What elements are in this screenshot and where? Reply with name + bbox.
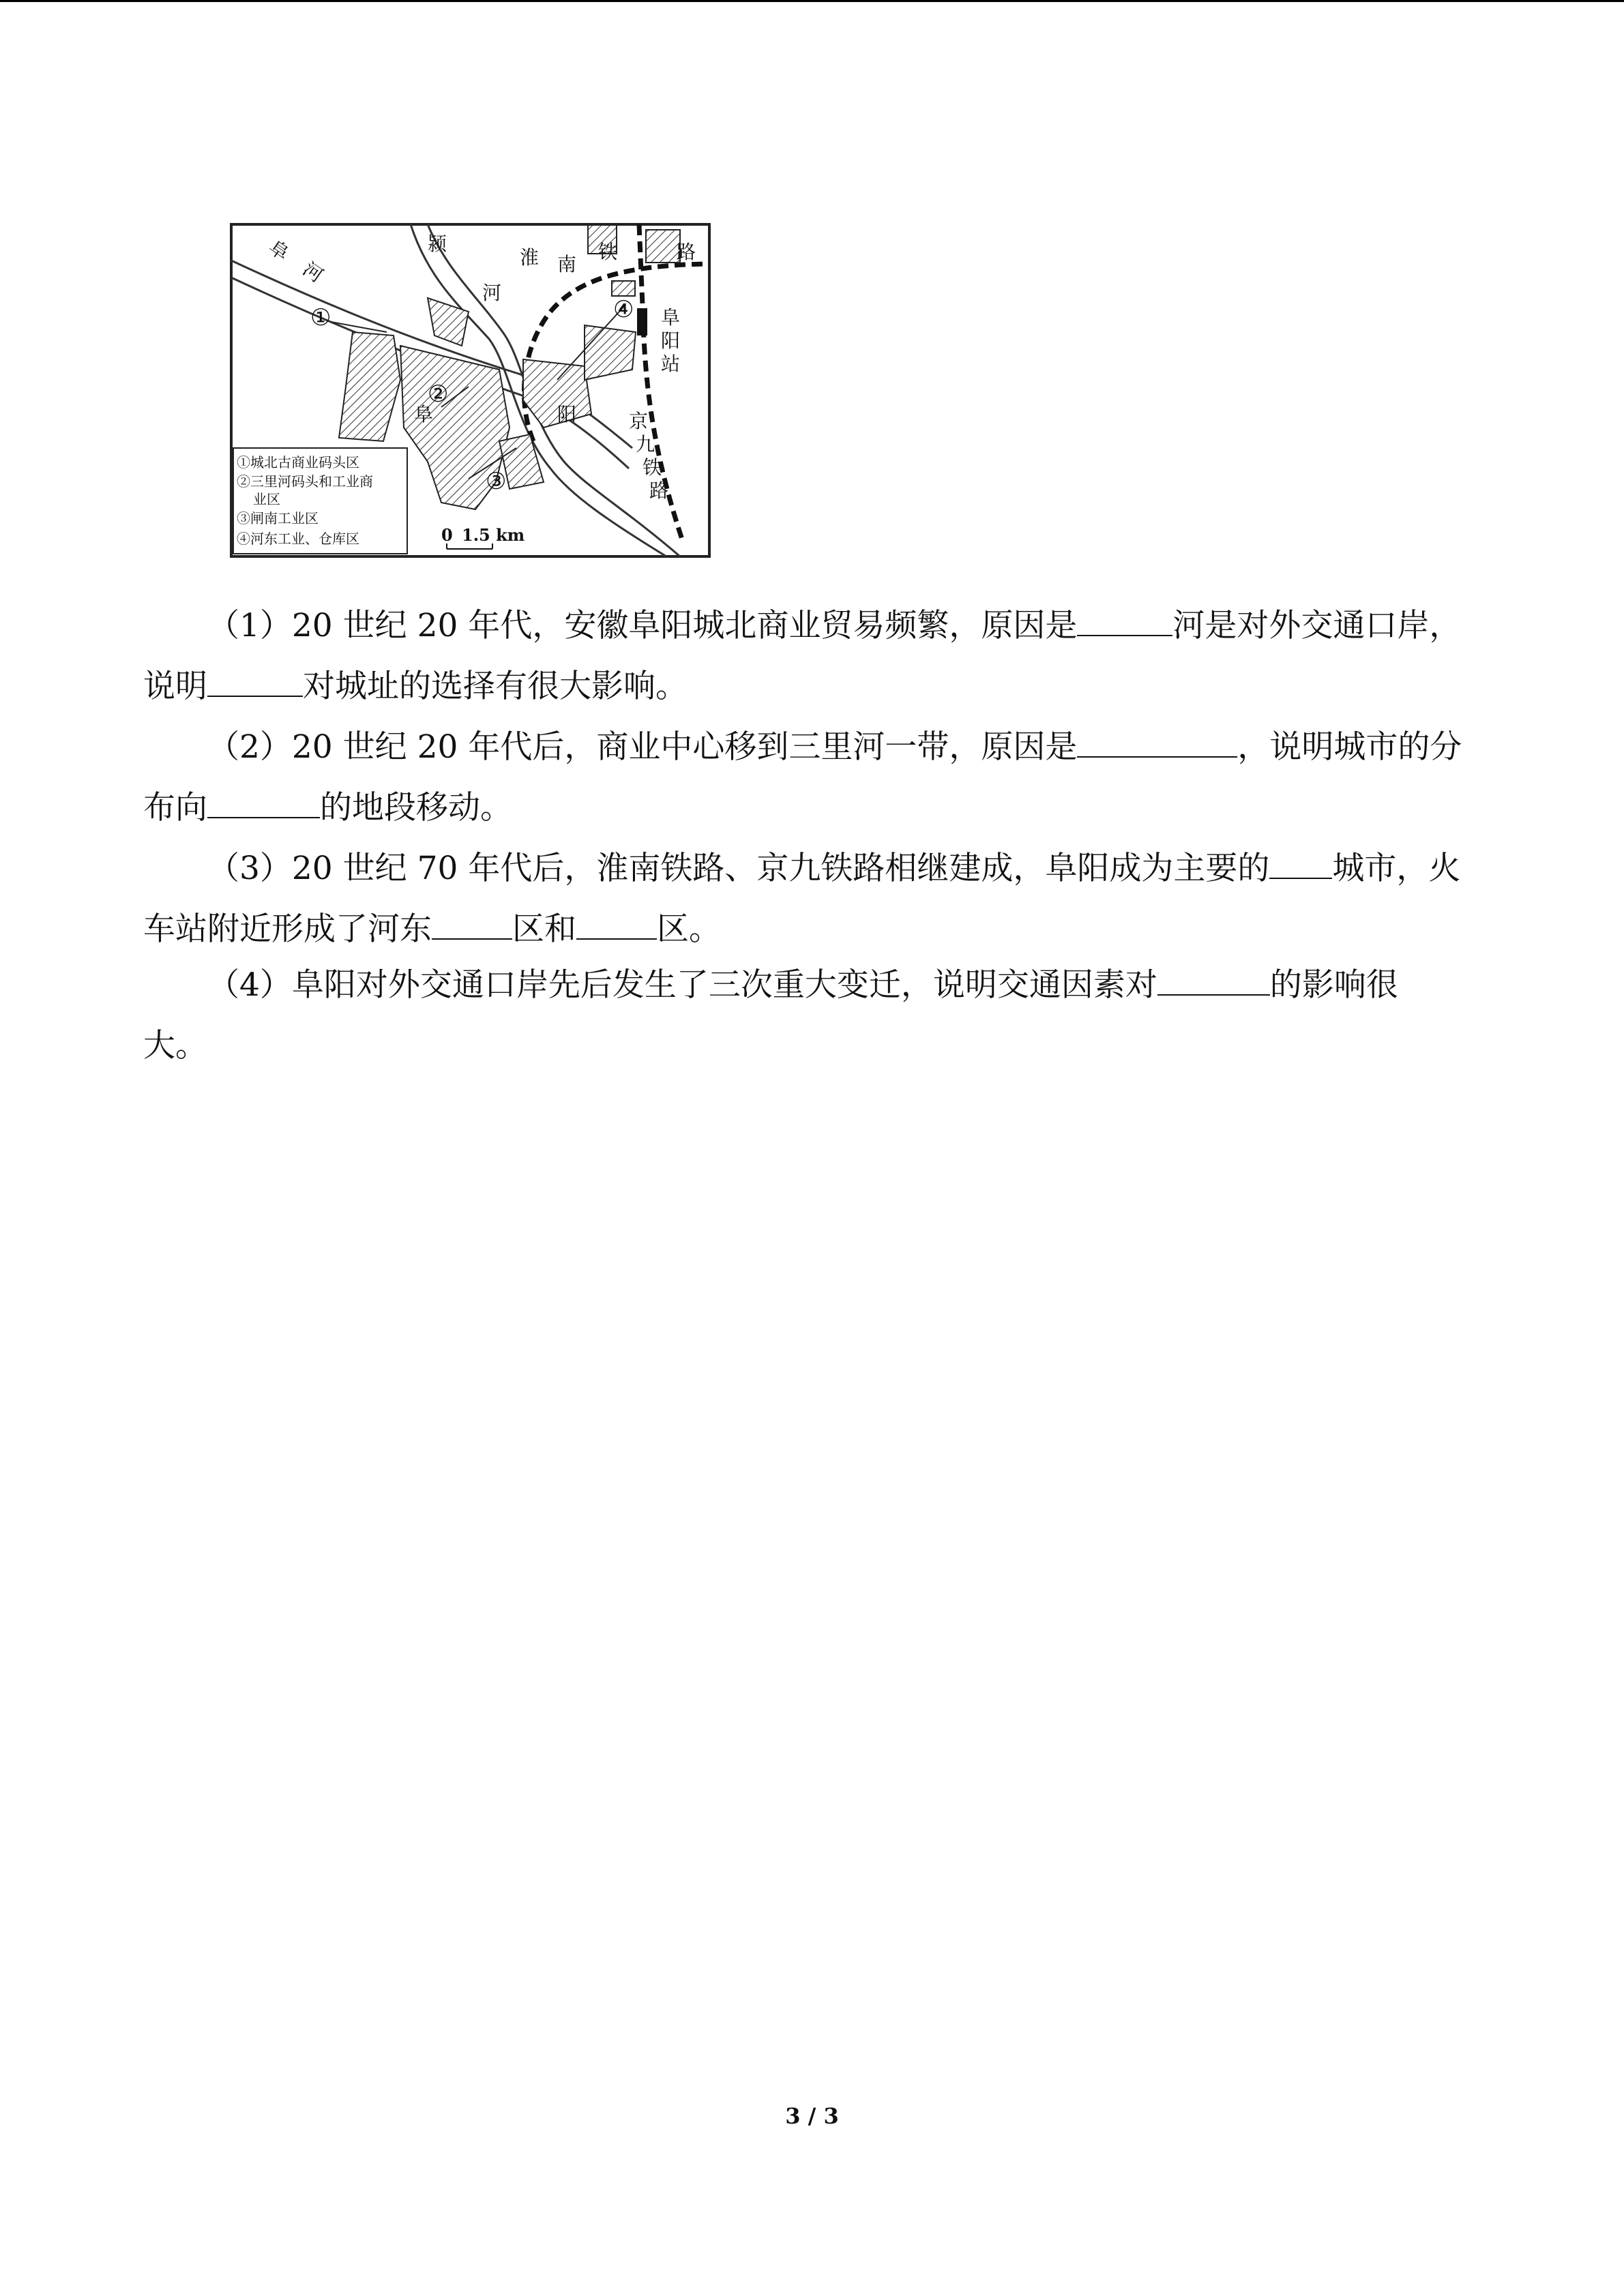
map-label-huai: 淮 <box>520 246 540 269</box>
scale-zero: 0 <box>441 525 453 545</box>
question-1-line-2 <box>143 656 1480 717</box>
answer-blank[interactable] <box>207 668 303 697</box>
question-text: 对城址的选择有很大影响。 <box>303 668 688 705</box>
legend-item-4: ④河东工业、仓库区 <box>237 531 359 547</box>
question-1-line-1 <box>143 595 1480 656</box>
map-label-jingjiu-1: 京 <box>629 410 649 432</box>
question-2 <box>143 717 1480 838</box>
question-text: 河是对外交通口岸， <box>1172 607 1462 644</box>
question-text: 车站附近形成了河东 <box>143 910 432 948</box>
answer-blank[interactable] <box>1077 608 1172 636</box>
map-label-city-fu: 阜 <box>414 403 434 426</box>
map-svg <box>230 223 711 558</box>
map-label-station-3: 站 <box>661 353 681 375</box>
map-label-jingjiu-2: 九 <box>636 433 655 456</box>
question-text: 区。 <box>657 910 721 948</box>
question-text: ，说明城市的分 <box>1237 728 1462 766</box>
map-marker-2: ② <box>428 381 449 408</box>
question-2-line-2 <box>143 777 1480 838</box>
question-3-line-1 <box>143 838 1480 899</box>
question-text: （3）20 世纪 70 年代后，淮南铁路、京九铁路相继建成，阜阳成为主要的 <box>207 850 1270 887</box>
answer-blank[interactable] <box>432 911 512 940</box>
map-label-city-yang: 阳 <box>557 403 577 426</box>
map-label-station-1: 阜 <box>661 306 681 329</box>
question-text: 区和 <box>512 910 576 948</box>
answer-blank[interactable] <box>207 790 320 818</box>
top-border <box>0 0 1624 2</box>
question-1 <box>143 595 1480 717</box>
question-text: 的地段移动。 <box>320 789 512 826</box>
question-2-line-1 <box>143 717 1480 777</box>
fuyang-station-mark <box>637 308 647 336</box>
answer-blank[interactable] <box>1077 729 1237 758</box>
map-label-ying: 颍 <box>428 233 447 255</box>
question-4-line-1 <box>143 955 1480 1015</box>
question-text: （2）20 世纪 20 年代后，商业中心移到三里河一带，原因是 <box>207 728 1078 766</box>
map-marker-3: ③ <box>486 468 507 495</box>
question-text: （4）阜阳对外交通口岸先后发生了三次重大变迁，说明交通因素对 <box>207 966 1157 1004</box>
legend-item-2-cont: 业区 <box>253 491 280 507</box>
question-text: 城市，火 <box>1332 850 1461 887</box>
map-label-jingjiu-3: 铁 <box>643 456 662 479</box>
map-label-jingjiu-4: 路 <box>649 479 669 502</box>
question-text: 说明 <box>143 668 207 705</box>
map-label-fu-river-2: 河 <box>298 257 327 287</box>
fuyang-map-figure <box>230 223 711 558</box>
question-text: 的影响很 <box>1269 966 1398 1004</box>
map-label-nan: 南 <box>557 253 577 275</box>
map-label-station-2: 阳 <box>661 329 681 352</box>
question-text: 布向 <box>143 789 207 826</box>
zone-4c <box>646 230 680 263</box>
answer-blank[interactable] <box>576 911 657 940</box>
scale-value: 1.5 km <box>462 525 525 545</box>
question-3 <box>143 838 1480 959</box>
map-label-tie: 铁 <box>598 241 618 263</box>
question-text: （1）20 世纪 20 年代，安徽阜阳城北商业贸易频繁，原因是 <box>207 607 1078 644</box>
map-label-fu-river-1: 阜 <box>264 235 293 265</box>
legend-item-3: ③闸南工业区 <box>237 510 319 526</box>
answer-blank[interactable] <box>1269 850 1332 879</box>
page-number: 3 / 3 <box>785 2103 839 2129</box>
map-marker-1: ① <box>310 304 331 331</box>
question-3-line-2 <box>143 899 1480 959</box>
question-4 <box>143 955 1480 1076</box>
zone-4d <box>612 281 635 296</box>
map-marker-4: ④ <box>613 296 634 323</box>
answer-blank[interactable] <box>1157 967 1270 996</box>
question-text: 大。 <box>143 1027 207 1064</box>
map-label-ying-river: 河 <box>482 282 502 304</box>
legend-item-1: ①城北古商业码头区 <box>237 454 359 471</box>
map-label-lu: 路 <box>677 241 696 263</box>
question-4-line-2 <box>143 1015 1480 1076</box>
legend-item-2: ②三里河码头和工业商 <box>237 473 373 490</box>
